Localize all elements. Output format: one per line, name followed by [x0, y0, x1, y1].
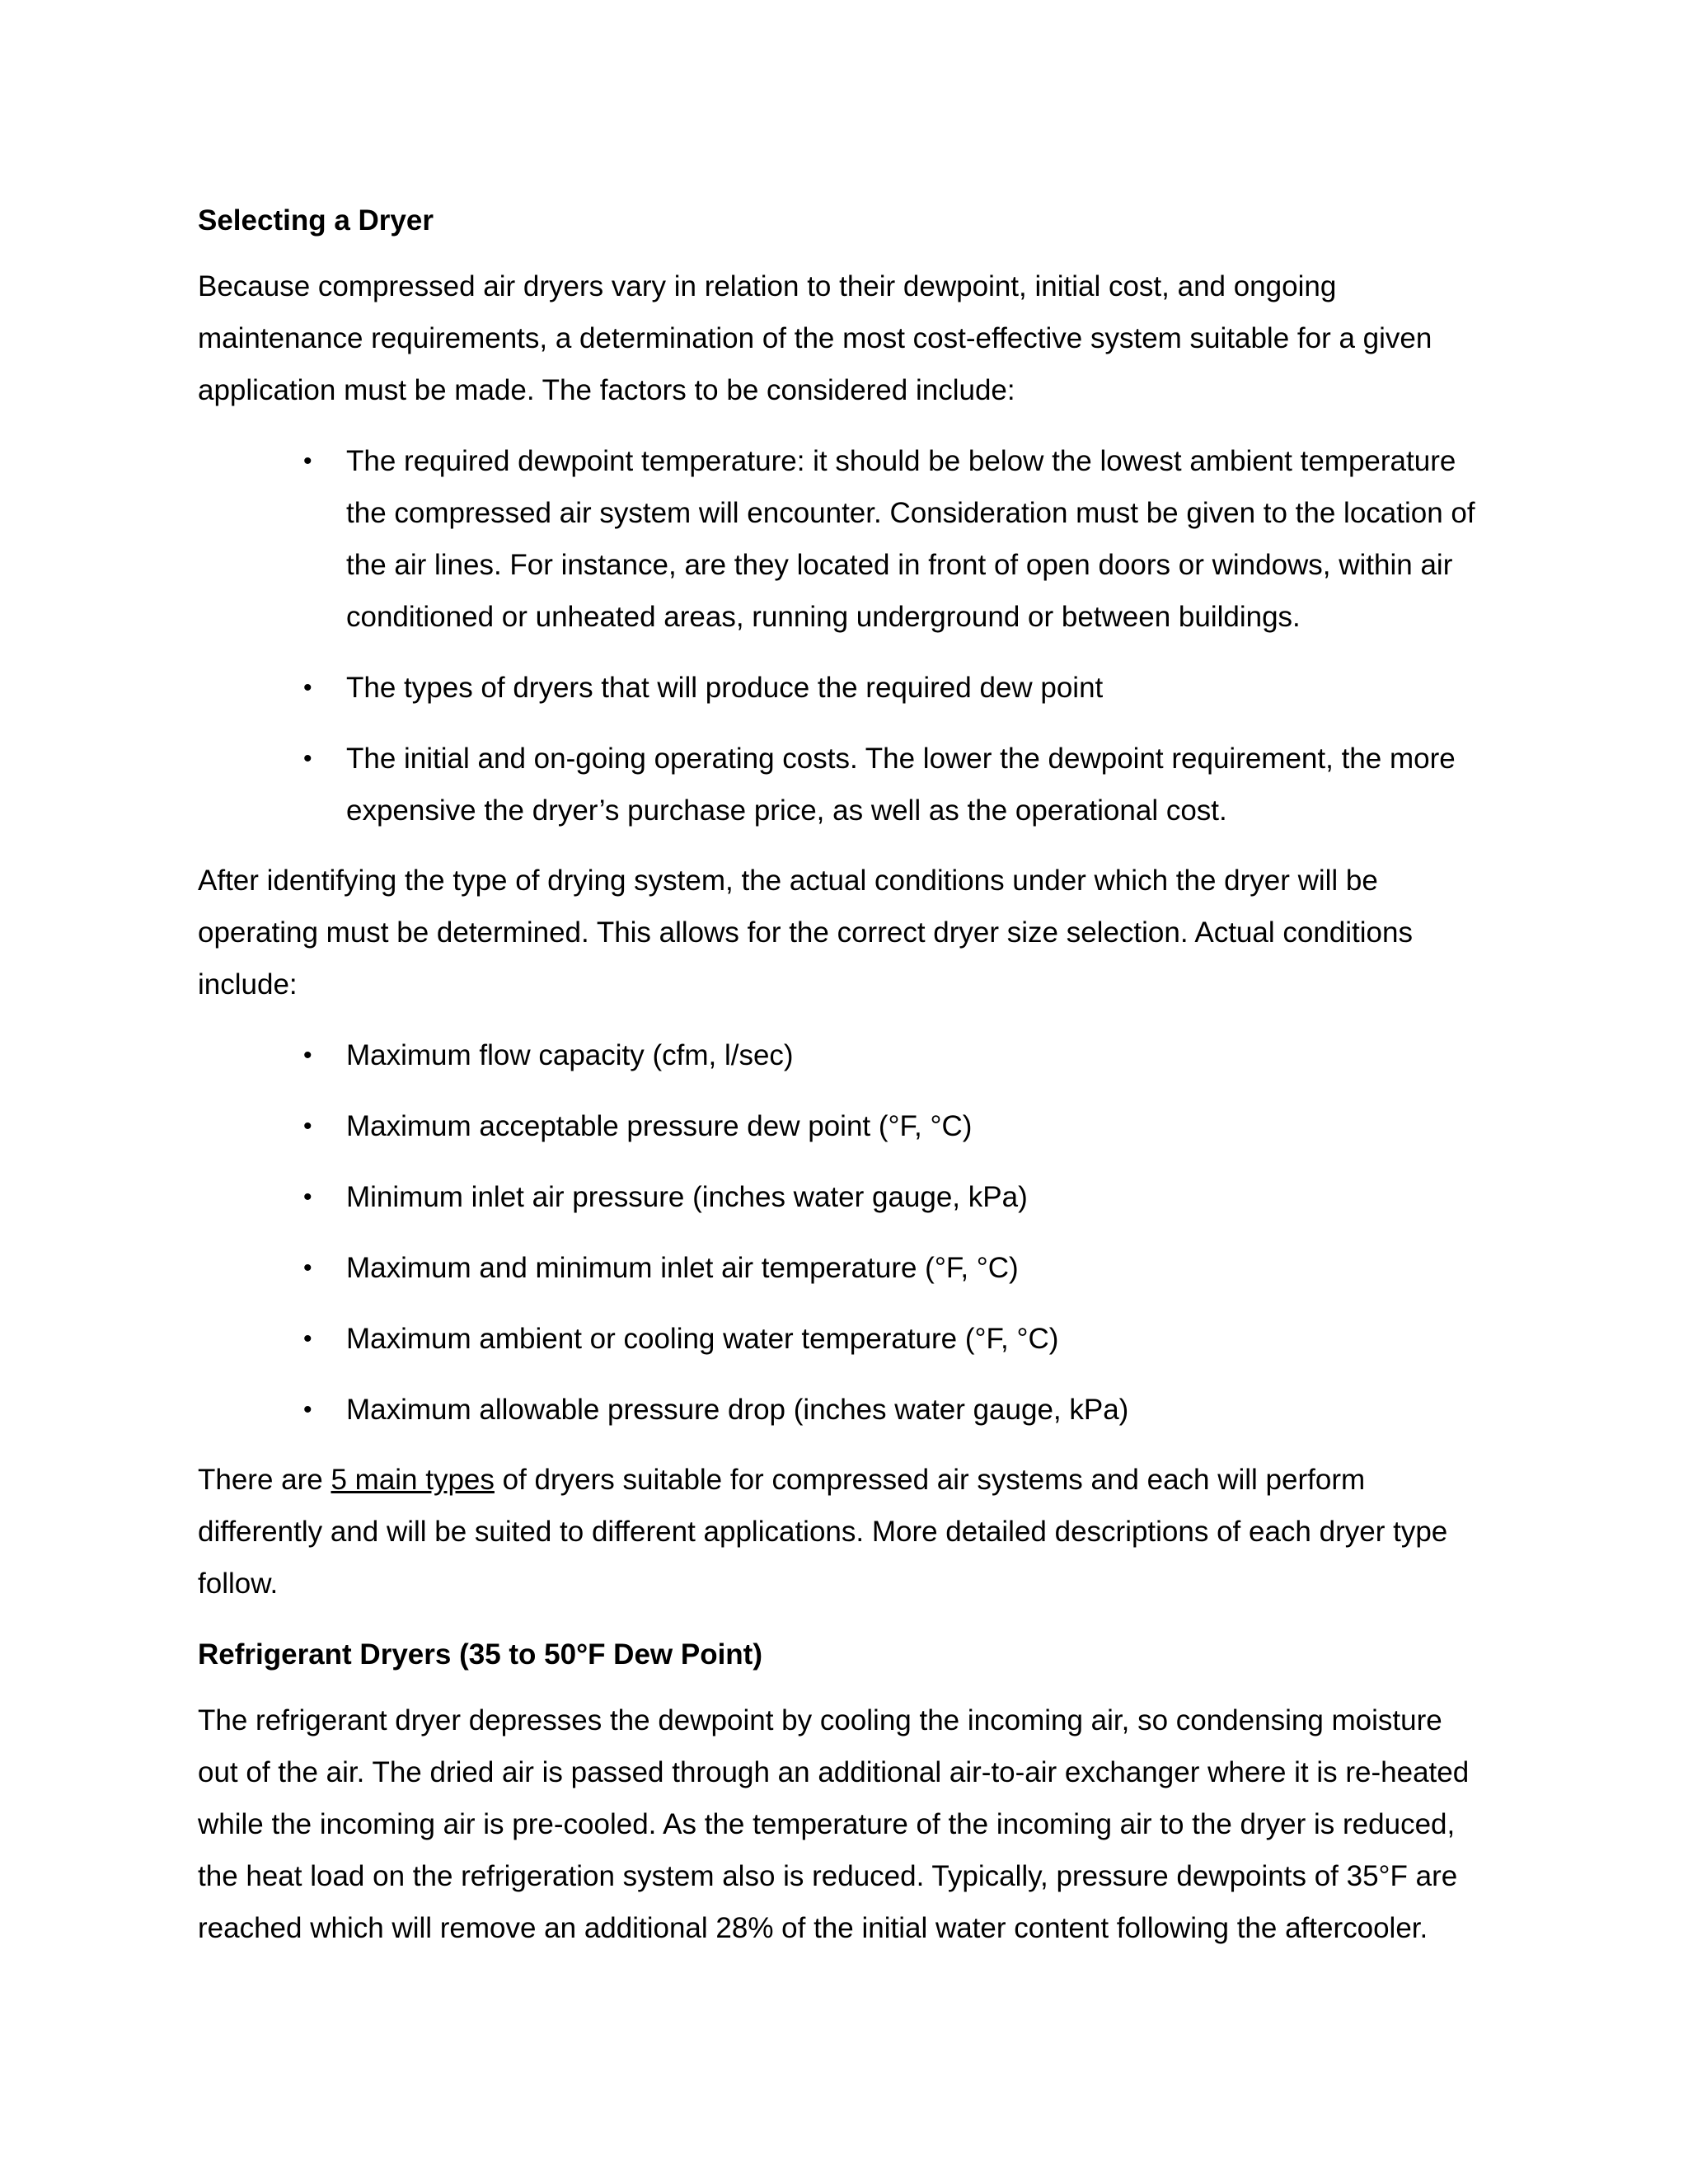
list-item	[198, 1313, 1484, 1365]
section-heading-selecting-dryer: Selecting a Dryer	[198, 204, 434, 237]
dryer-types-text-after: of dryers suitable for compressed air systems and each will perform differently and will be suited to different applications. More detailed descriptions of each dryer type follow.	[198, 1464, 1448, 1600]
main-types-link[interactable]: 5 main types	[331, 1464, 495, 1496]
list-item-text: Maximum flow capacity (cfm, l/sec)	[346, 1039, 794, 1071]
bullet-icon: •	[303, 1396, 312, 1423]
list-item-text: The types of dryers that will produce the required dew point	[346, 672, 1104, 704]
list-item-text: Maximum allowable pressure drop (inches water gauge, kPa)	[346, 1394, 1129, 1426]
bullet-icon: •	[303, 674, 312, 701]
dryer-types-paragraph	[198, 1454, 1484, 1610]
list-item	[198, 1384, 1484, 1436]
list-item-text: Maximum ambient or cooling water temperature (°F, °C)	[346, 1323, 1059, 1355]
list-item	[198, 435, 1484, 643]
list-item-text: Minimum inlet air pressure (inches water gauge, kPa)	[346, 1181, 1028, 1213]
bullet-icon: •	[303, 1113, 312, 1140]
section-heading-refrigerant-dryers: Refrigerant Dryers (35 to 50°F Dew Point)	[198, 1638, 762, 1671]
list-item-text: Maximum and minimum inlet air temperature (°F, °C)	[346, 1252, 1019, 1284]
intro-paragraph: Because compressed air dryers vary in relation to their dewpoint, initial cost, and ongoing maintenance requirements, a determination of the most cost-effective system suitable for a given application must be made. The factors to be considered include:	[198, 270, 1432, 406]
list-item-text: Maximum acceptable pressure dew point (°F, °C)	[346, 1110, 973, 1142]
document-page	[198, 194, 1484, 1973]
conditions-intro-paragraph: After identifying the type of drying system, the actual conditions under which the dryer will be operating must be determined. This allows for the correct dryer size selection. Actual conditions include:	[198, 865, 1413, 1001]
list-item-text: The initial and on-going operating costs. The lower the dewpoint requirement, the more expensive the dryer’s purchase price, as well as the operational cost.	[346, 743, 1456, 827]
list-item	[198, 1029, 1484, 1081]
list-item-text: The required dewpoint temperature: it should be below the lowest ambient temperature the compressed air system will encounter. Consideration must be given to the location of the air lines. For instance, are they located in front of open doors or windows, within air conditioned or unheated areas, running underground or between buildings.	[346, 445, 1475, 633]
bullet-icon: •	[303, 1183, 312, 1211]
list-item	[198, 1100, 1484, 1152]
bullet-icon: •	[303, 1325, 312, 1352]
list-item	[198, 662, 1484, 714]
bullet-icon: •	[303, 1042, 312, 1069]
conditions-list	[198, 1029, 1484, 1436]
dryer-types-text-before: There are	[198, 1464, 331, 1496]
refrigerant-paragraph: The refrigerant dryer depresses the dewpoint by cooling the incoming air, so condensing moisture out of the air. The dried air is passed through an additional air-to-air exchanger where it is re-heated while the incoming air is pre-cooled. As the temperature of the incoming air to the dryer is reduced, the heat load on the refrigeration system also is reduced. Typically, pressure dewpoints of 35°F are reached which will remove an additional 28% of the initial water content following the aftercooler.	[198, 1704, 1470, 1944]
bullet-icon: •	[303, 745, 312, 772]
list-item	[198, 1171, 1484, 1223]
list-item	[198, 1242, 1484, 1294]
bullet-icon: •	[303, 448, 312, 475]
list-item	[198, 733, 1484, 837]
factors-list	[198, 435, 1484, 837]
bullet-icon: •	[303, 1254, 312, 1282]
